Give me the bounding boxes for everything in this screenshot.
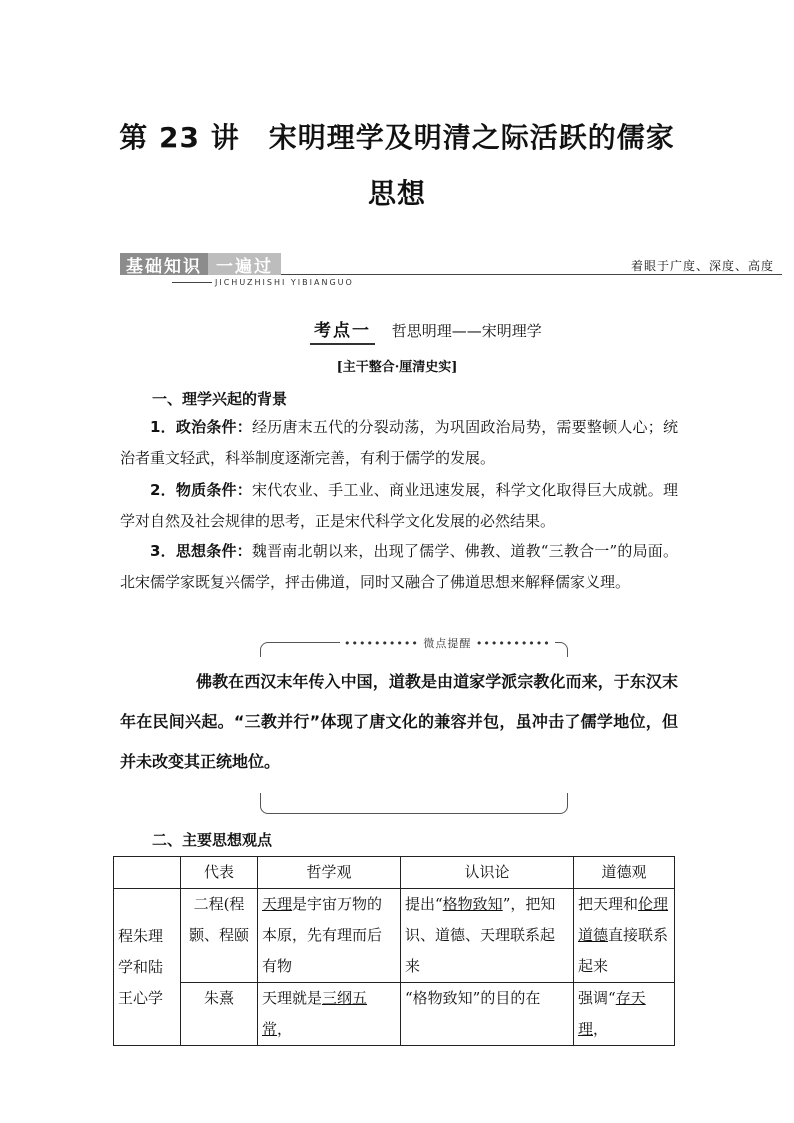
table-row bbox=[114, 889, 675, 983]
subheading: [主干整合·厘清史实] bbox=[336, 360, 458, 375]
table-cell: 天理是宇宙万物的本原，先有理而后有物 bbox=[258, 889, 401, 983]
table-row bbox=[114, 983, 675, 1046]
tip-box-bottom bbox=[260, 793, 568, 814]
banner-pinyin: JICHUZHISHI YIBIANGUO bbox=[215, 278, 354, 287]
paragraph-1-body: 经历唐末五代的分裂动荡，为巩固政治局势，需要整顿人心；统治者重文轻武，科举制度逐渐完善，有利于儒学的发展。 bbox=[120, 418, 678, 467]
kaodian-label: 考点一 bbox=[310, 321, 375, 345]
banner-tag: 着眼于广度、深度、高度 bbox=[630, 259, 774, 273]
paragraph-1-head: 1．政治条件： bbox=[150, 418, 252, 436]
table-cell: 二程(程颢、程颐 bbox=[181, 889, 258, 983]
section-banner bbox=[120, 253, 782, 287]
thought-table bbox=[113, 856, 675, 1046]
table-header-row bbox=[114, 857, 675, 889]
paragraph-1 bbox=[120, 412, 678, 474]
section-heading-1: 一、理学兴起的背景 bbox=[152, 390, 288, 408]
banner-sub: 一遍过 bbox=[208, 253, 281, 275]
table-header-cell: 代表 bbox=[181, 857, 258, 889]
banner-main: 基础知识 bbox=[126, 256, 202, 277]
paragraph-3-body: 魏晋南北朝以来，出现了儒学、佛教、道教“三教合一”的局面。北宋儒学家既复兴儒学，抨击佛道，同时又融合了佛道思想来解释儒家义理。 bbox=[120, 542, 678, 591]
section-heading-2: 二、主要思想观点 bbox=[152, 831, 273, 849]
table-cell: 朱熹 bbox=[181, 983, 258, 1046]
table-cell: 强调“存天理， bbox=[574, 983, 675, 1046]
kaodian-text: 哲思明理——宋明理学 bbox=[391, 322, 542, 340]
table-group-cell: 程朱理学和陆王心学 bbox=[114, 889, 181, 1046]
table-cell: 天理就是三纲五常， bbox=[258, 983, 401, 1046]
page-title-line2: 思想 bbox=[367, 177, 426, 210]
table-header-cell: 哲学观 bbox=[258, 857, 401, 889]
paragraph-2 bbox=[120, 475, 678, 537]
kaodian-heading bbox=[310, 316, 542, 341]
paragraph-2-body: 宋代农业、手工业、商业迅速发展，科学文化取得巨大成就。理学对自然及社会规律的思考，正是宋代科学文化发展的必然结果。 bbox=[120, 481, 678, 530]
tip-label: •••••••••• 微点提醒 •••••••••• bbox=[340, 635, 555, 651]
page-title-line1: 第 23 讲 宋明理学及明清之际活跃的儒家 bbox=[119, 121, 675, 154]
table-cell: “格物致知”的目的在 bbox=[401, 983, 574, 1046]
table-header-cell: 道德观 bbox=[574, 857, 675, 889]
paragraph-3-head: 3．思想条件： bbox=[150, 542, 252, 560]
paragraph-2-head: 2．物质条件： bbox=[150, 481, 252, 499]
table-cell: 提出“格物致知”，把知识、道德、天理联系起来 bbox=[401, 889, 574, 983]
table-header-cell: 认识论 bbox=[401, 857, 574, 889]
table-header-cell bbox=[114, 857, 181, 889]
pinyin-line bbox=[172, 282, 212, 283]
tip-text: 佛教在西汉末年传入中国，道教是由道家学派宗教化而来，于东汉末年在民间兴起。“三教并行”体现了唐文化的兼容并包，虽冲击了儒学地位，但并未改变其正统地位。 bbox=[120, 672, 678, 771]
banner-bar bbox=[120, 253, 281, 275]
paragraph-3 bbox=[120, 536, 678, 598]
table-cell: 把天理和伦理道德直接联系起来 bbox=[574, 889, 675, 983]
